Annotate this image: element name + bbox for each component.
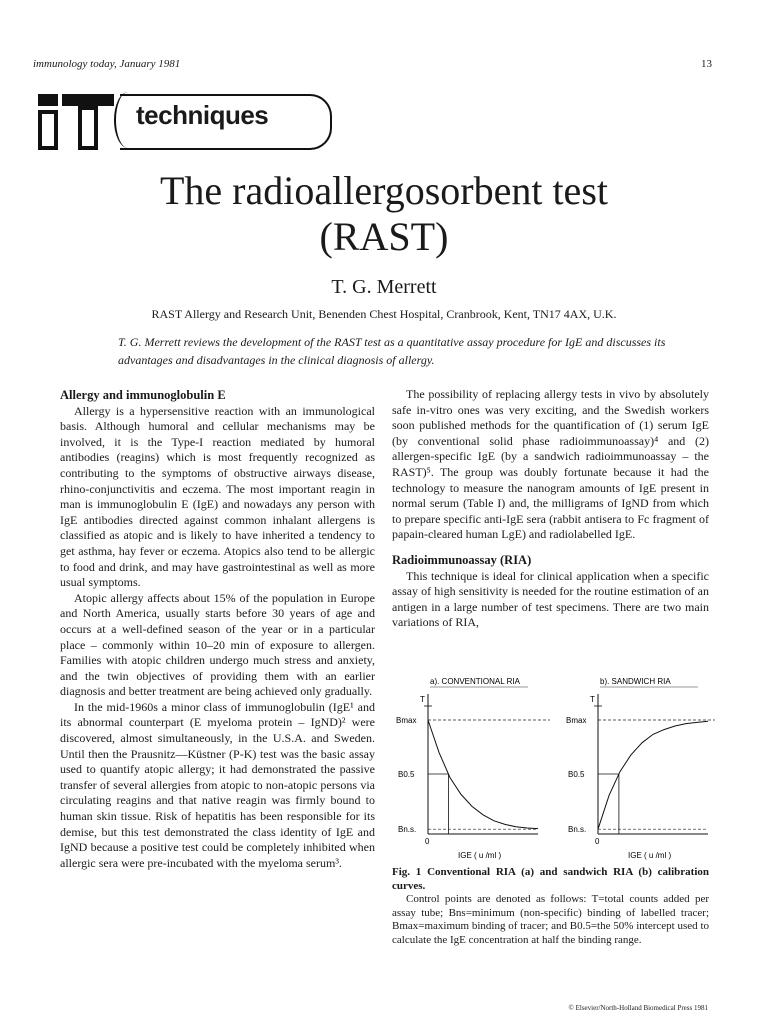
section-heading: Radioimmunoassay (RIA) — [392, 552, 532, 567]
journal-header: immunology today, January 1981 — [33, 58, 181, 70]
panel-title: a). CONVENTIONAL RIA — [430, 677, 520, 686]
bns-label: Bn.s. — [398, 825, 417, 835]
x-zero-label: 0 — [595, 837, 600, 846]
it-logo-icon — [36, 92, 116, 152]
article-title — [0, 168, 768, 260]
x-axis-label: IGE ( u /ml ) — [628, 851, 672, 860]
bmax-label: Bmax — [396, 716, 417, 725]
y-axis-top-label: T — [590, 695, 595, 704]
calibration-figure — [390, 672, 715, 862]
caption-body: Control points are denoted as follows: T=total counts added per assay tube; Bns=minimum (non-specific) binding of labelled tracer; Bmax=maximum binding of tracer; and B0.5=the 50% intercept used to calculate the IgE concentration at half the binding range. — [392, 893, 709, 946]
author: T. G. Merrett — [331, 276, 437, 298]
bmax-label: Bmax — [566, 716, 587, 725]
title-line-1: The radioallergosorbent test — [159, 168, 608, 213]
paragraph: This technique is ideal for clinical application when a specific assay of high sensitivity is needed for the routine estimation of an antigen in a large number of test specimens. There are two main variations of RIA, — [392, 568, 709, 630]
page-number: 13 — [701, 58, 712, 70]
bns-label: Bn.s. — [568, 825, 587, 835]
figure-caption — [392, 866, 709, 947]
b05-label: B0.5 — [398, 770, 415, 779]
column-right — [392, 387, 709, 631]
section-heading: Allergy and immunoglobulin E — [60, 388, 226, 402]
paragraph: Allergy is a hypersensitive reaction with an immunological basis. Although humoral and cellular mechanisms may be involved, it is the Type-I reaction mediated by humoral antibodies (reagins) which is most frequently recognized as contributing to the symptoms of obstructive airways disease, rhino-conjunctivitis and eczema. The most important reagin in man is immunoglobulin E (IgE) and nowadays any person with IgE antibodies directed against common inhalant allergens is classified as atopic and is likely to have inherited a tendency to get asthma, hay fever or eczema. Atopics also tend to be allergic to food and drink, and may have gastrointestinal as well as more usual symptoms. — [60, 403, 375, 590]
affiliation: RAST Allergy and Research Unit, Benenden Chest Hospital, Cranbrook, Kent, TN17 4AX, U.K. — [151, 307, 617, 321]
column-left — [60, 388, 375, 871]
panel-title: b). SANDWICH RIA — [600, 677, 671, 686]
paragraph: In the mid-1960s a minor class of immunoglobulin (IgE¹ and its abnormal counterpart (E myeloma protein – IgND)² were discovered, almost simultaneously, in the U.S.A. and Sweden. Until then the Prausnitz—Küstner (P-K) test was the basic assay used to quantify atopic allergy; it had demonstrated the passive transfer of several allergies from atopic to non-atopic persons via circulating reagins and that native reagin was firmly bound to human skin tissue. Risk of hepatitis has been responsible for its demise, but this test demonstrated the class identity of IgE and IgND because a positive test could be completely inhibited when allergic sera were pre-incubated with the myeloma serum³. — [60, 699, 375, 870]
publisher-footer: © Elsevier/North-Holland Biomedical Press 1981 — [568, 1004, 708, 1012]
x-zero-label: 0 — [425, 837, 430, 846]
y-axis-top-label: T — [420, 695, 425, 704]
x-axis-label: IGE ( u /ml ) — [458, 851, 502, 860]
title-line-2: (RAST) — [319, 214, 449, 259]
abstract: T. G. Merrett reviews the development of the RAST test as a quantitative assay procedure for IgE and discusses its advantages and disadvantages in the clinical diagnosis of allergy. — [118, 335, 666, 367]
b05-label: B0.5 — [568, 770, 585, 779]
caption-title: Fig. 1 Conventional RIA (a) and sandwich RIA (b) calibration curves. — [392, 866, 709, 892]
paragraph: The possibility of replacing allergy tests in vivo by absolutely safe in-vitro ones was very exciting, and the Swedish workers soon published methods for the quantification of (1) serum IgE (by conventional solid phase radioimmunoassay)⁴ and (2) allergen-specific IgE (by a sandwich radioimmunoassay – the RAST)⁵. The group was doubly fortunate because it had the technology to measure the nanogram amounts of IgE present in normal serum (Table I) and, the milligrams of IgND from which to prepare specific anti-IgE sera (rabbit antisera to Fc fragment of papain-cleared human LgE) and radiolabelled IgE. — [392, 387, 709, 542]
section-label: techniques — [136, 100, 269, 130]
paragraph: Atopic allergy affects about 15% of the population in Europe and North America, usually starts before 30 years of age and occurs at a well-defined season of the year or in a particular place – commonly within 10–20 min of exposure to allergen. Families with atopic children undergo much stress and anxiety, and the twin objectives of providing them with an earlier diagnosis and better treatment are being achieved only gradually. — [60, 590, 375, 699]
panel-a-conventional-ria — [396, 677, 550, 860]
panel-b-sandwich-ria — [566, 677, 715, 860]
calibration-curve — [598, 721, 708, 829]
